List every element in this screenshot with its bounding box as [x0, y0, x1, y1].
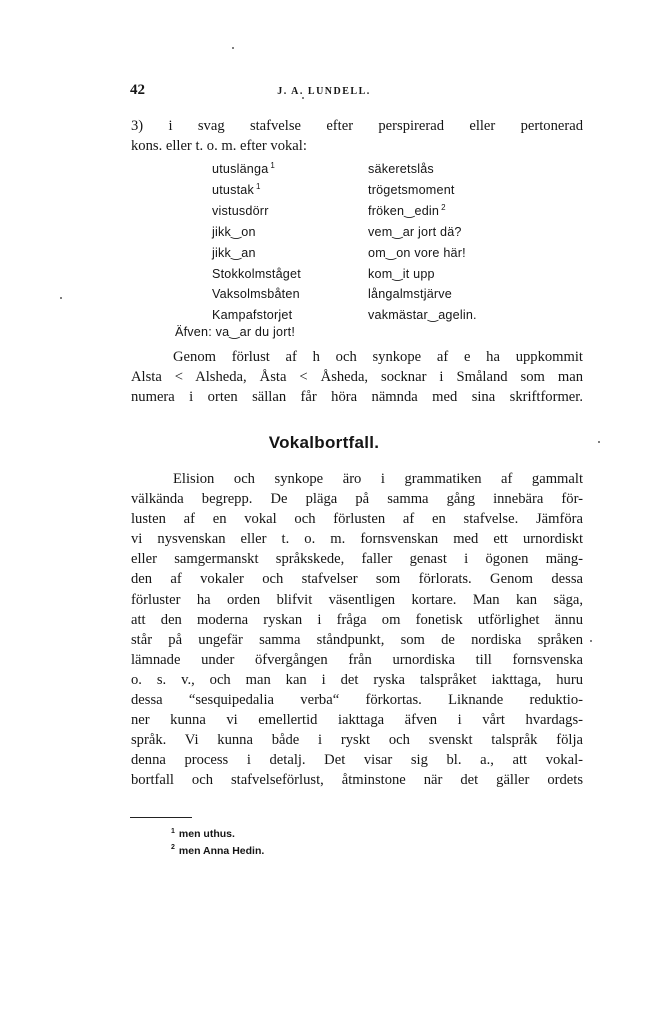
text-line: o. s. v., och man kan i det ryska talspråket iakttaga, huru — [131, 671, 583, 688]
text-line: Genom förlust af h och synkope af e ha uppkommit — [173, 349, 583, 365]
example-item: utustak $^1$ — [212, 181, 261, 197]
text-line: denna process i detalj. Det visar sig bl. a., att vokal- — [131, 752, 583, 769]
page-number: 42 — [130, 82, 145, 98]
example-item: jikk‿on — [212, 224, 256, 239]
example-item: om‿on vore här! — [368, 245, 466, 260]
afven-example-line: Äfven: va‿ar du jort! — [175, 325, 296, 339]
text-line: 3) i svag stafvelse efter perspirerad eller pertonerad — [131, 118, 583, 134]
example-item: vakmästar‿agelin. — [368, 308, 477, 323]
text-line: dessa “sesquipedalia verba“ förkortas. Liknande reduktio- — [131, 692, 583, 709]
example-item: Vaksolmsbåten — [212, 287, 300, 302]
scan-speck — [232, 47, 234, 49]
section-body-paragraph — [131, 469, 583, 791]
intro-paragraph — [131, 116, 583, 156]
footnote-marker: 1 — [270, 160, 276, 170]
text-line: ner kunna vi emellertid iakttaga äfven i vårt hvardags- — [131, 712, 583, 729]
text-line: välkända begrepp. De pläga på samma gång innebära för- — [131, 491, 583, 508]
text-line: kons. eller t. o. m. efter vokal: — [131, 138, 307, 155]
scan-speck — [302, 97, 304, 99]
text-line: att den moderna ryskan i fråga om fonetisk utförlighet ännu — [131, 611, 583, 628]
example-column-right — [368, 159, 477, 326]
footnote-marker: 2 — [441, 202, 446, 212]
example-item: vem‿ar jort dä? — [368, 224, 462, 239]
scan-speck — [60, 297, 62, 299]
footnote-2: $^2$ men Anna Hedin. — [171, 844, 265, 857]
example-item: säkeretslås — [368, 162, 434, 176]
footnote-divider — [130, 817, 192, 818]
text-line: Alsta < Alsheda, Åsta < Åsheda, socknar i Småland som man — [131, 369, 583, 386]
section-heading: Vokalbortfall. — [268, 433, 380, 452]
example-item: trögetsmoment — [368, 182, 455, 197]
example-column-left — [212, 159, 301, 326]
text-line: eller samgermanskt språkskede, faller genast i ögonen mäng- — [131, 551, 583, 568]
text-line: bortfall och stafvelseförlust, åtminstone när det gäller ordets — [131, 772, 583, 789]
text-line: förluster ha orden blifvit väsentligen kortare. Man kan säga, — [131, 591, 583, 608]
genom-paragraph — [131, 347, 583, 407]
text-line: står på ungefär samma ståndpunkt, som de nordiska språken — [131, 631, 583, 648]
footnote-marker: 2 — [171, 844, 175, 851]
scan-speck — [598, 441, 600, 443]
running-head: J. A. LUNDELL. — [277, 86, 371, 97]
example-word-list — [0, 159, 648, 329]
example-item: utuslänga $^1$ — [212, 160, 276, 176]
example-item: jikk‿an — [212, 245, 256, 260]
footnotes — [171, 826, 264, 859]
footnote-marker: 1 — [171, 827, 175, 835]
text-line: Elision och synkope äro i grammatiken af gammalt — [173, 471, 583, 487]
text-line: den af vokaler och stafvelser som förlorats. Genom dessa — [131, 571, 583, 588]
text-line: lämnade under öfvergången från urnordiska till fornsvenska — [131, 651, 583, 668]
example-item: Kampafstorjet — [212, 308, 293, 323]
text-line: vi nysvenskan eller t. o. m. fornsvenskan med ett urnordiskt — [131, 531, 583, 548]
example-item: Stokkolmståget — [212, 266, 301, 281]
example-item: kom‿it upp — [368, 266, 435, 281]
text-line: numera i orten sällan får höra nämnda med sina skriftformer. — [131, 389, 583, 406]
text-line: lusten af en vokal och förlusten af en stafvelse. Jämföra — [131, 511, 583, 528]
footnote-marker: 1 — [256, 181, 261, 191]
example-item: fröken‿edin $^2$ — [368, 202, 446, 218]
example-item: vistusdörr — [212, 203, 269, 218]
footnote-1: $^1$ men uthus. — [171, 827, 235, 840]
scan-speck — [590, 640, 592, 642]
text-line: språk. Vi kunna både i ryskt och svenskt talspråk följa — [131, 732, 583, 749]
example-item: långalmstjärve — [368, 287, 452, 302]
